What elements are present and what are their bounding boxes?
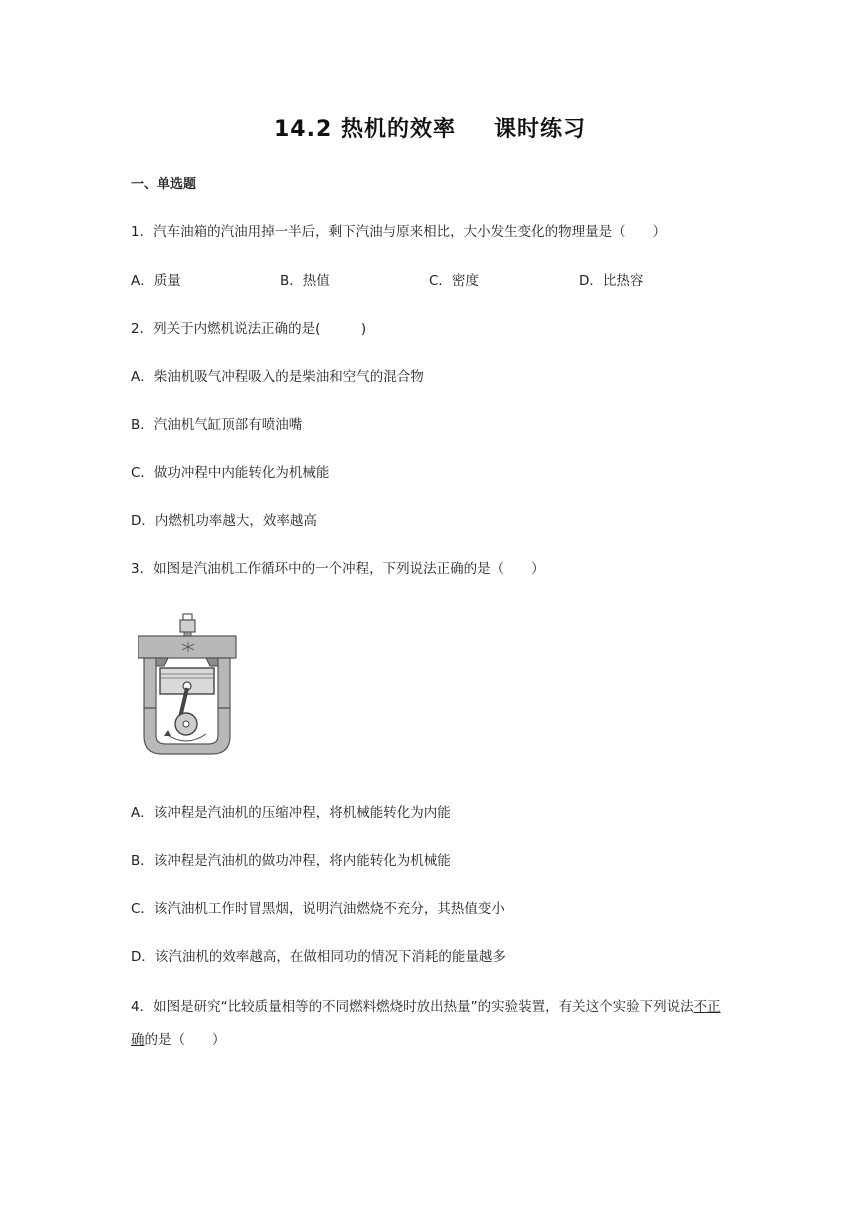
title-topic: 热机的效率 <box>340 117 456 142</box>
engine-cylinder-diagram <box>138 612 242 758</box>
q3-stem: 3．如图是汽油机工作循环中的一个冲程，下列说法正确的是（ ） <box>131 561 545 577</box>
q4-stem-line2 <box>131 1028 226 1048</box>
title-number: 14.2 <box>274 117 333 142</box>
page-title <box>0 112 860 143</box>
q4-stem-line1 <box>131 995 721 1015</box>
q3-option-c: C．该汽油机工作时冒黑烟，说明汽油燃烧不充分，其热值变小 <box>131 901 505 917</box>
q2-option-a: A．柴油机吸气冲程吸入的是柴油和空气的混合物 <box>131 369 424 385</box>
q3-option-d: D．该汽油机的效率越高，在做相同功的情况下消耗的能量越多 <box>131 949 506 965</box>
q4-stem-text: 4．如图是研究“比较质量相等的不同燃料燃烧时放出热量”的实验装置，有关这个实验下列说法 <box>131 999 694 1015</box>
q2-stem: 2．列关于内燃机说法正确的是( ) <box>131 321 367 337</box>
q1-option-a: A．质量 <box>131 273 181 289</box>
q4-stem-end: 的是（ ） <box>144 1032 226 1048</box>
q1-options <box>131 269 731 289</box>
engine-stroke-figure <box>138 612 242 758</box>
q2-option-c: C．做功冲程中内能转化为机械能 <box>131 465 330 481</box>
q3-option-b: B．该冲程是汽油机的做功冲程，将内能转化为机械能 <box>131 853 451 869</box>
q1-option-d: D．比热容 <box>579 273 644 289</box>
q2-option-b: B．汽油机气缸顶部有喷油嘴 <box>131 417 303 433</box>
q1-stem: 1．汽车油箱的汽油用掉一半后，剩下汽油与原来相比，大小发生变化的物理量是（ ） <box>131 224 667 240</box>
q1-option-b: B．热值 <box>280 273 330 289</box>
title-subtitle: 课时练习 <box>493 117 586 142</box>
q4-underlined-2: 确 <box>131 1032 145 1048</box>
section-heading: 一、单选题 <box>131 177 197 192</box>
q1-option-c: C．密度 <box>429 273 479 289</box>
q2-option-d: D．内燃机功率越大，效率越高 <box>131 513 317 529</box>
q4-underlined-1: 不正 <box>693 999 721 1015</box>
q3-option-a: A．该冲程是汽油机的压缩冲程，将机械能转化为内能 <box>131 805 451 821</box>
